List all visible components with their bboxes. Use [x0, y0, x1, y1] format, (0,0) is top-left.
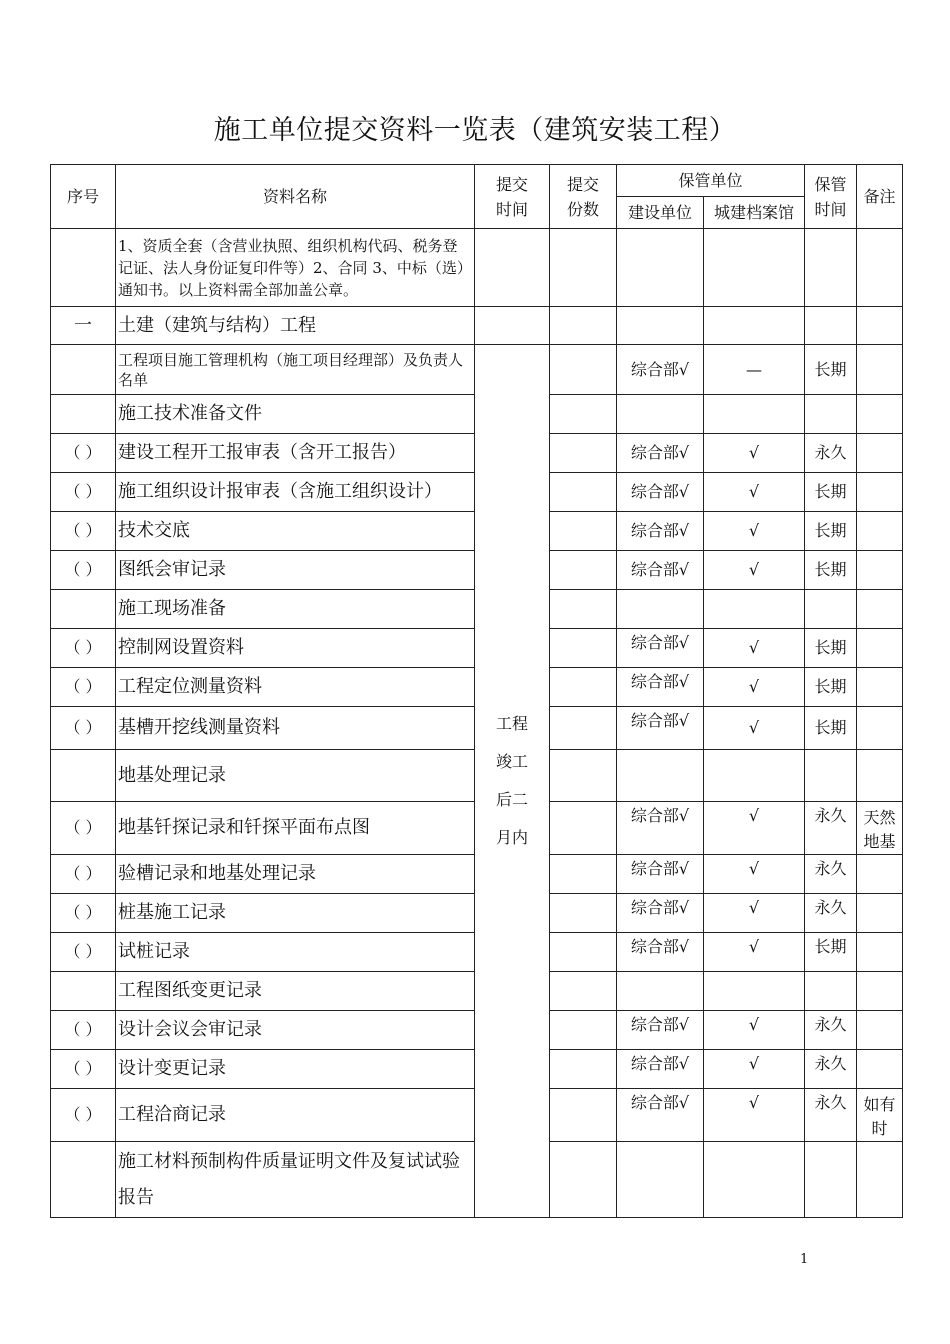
row-builder: 综合部√	[617, 933, 704, 972]
row-seq: （ ）	[51, 551, 116, 590]
row-builder: 综合部√	[617, 855, 704, 894]
row-note	[857, 1142, 903, 1218]
row-seq: （ ）	[51, 629, 116, 668]
row-builder: 综合部√	[617, 345, 704, 395]
row-copies	[550, 1089, 617, 1142]
row-seq	[51, 750, 116, 802]
row-note	[857, 750, 903, 802]
row-seq: （ ）	[51, 473, 116, 512]
row-builder: 综合部√	[617, 1011, 704, 1050]
header-archive: 城建档案馆	[704, 197, 805, 229]
row-archive: √	[704, 933, 805, 972]
row-builder: 综合部√	[617, 1050, 704, 1089]
row-copies	[550, 1011, 617, 1050]
row-name: 设计变更记录	[116, 1050, 475, 1089]
row-note	[857, 395, 903, 434]
row-note	[857, 707, 903, 750]
row-seq: （ ）	[51, 802, 116, 855]
page-title: 施工单位提交资料一览表（建筑安装工程）	[213, 115, 737, 146]
row-archive: √	[704, 629, 805, 668]
row-copies	[550, 551, 617, 590]
row-archive: √	[704, 802, 805, 855]
row-archive: √	[704, 707, 805, 750]
row-copies	[550, 894, 617, 933]
row-keep-time: 长期	[805, 551, 857, 590]
row-name: 图纸会审记录	[116, 551, 475, 590]
row-seq: （ ）	[51, 512, 116, 551]
header-keeper: 保管单位	[617, 165, 805, 197]
row-copies	[550, 434, 617, 473]
row-note	[857, 473, 903, 512]
row-archive: √	[704, 668, 805, 707]
row-seq: （ ）	[51, 1089, 116, 1142]
row-builder: 综合部√	[617, 668, 704, 707]
row-copies	[550, 1050, 617, 1089]
row-keep-time: 长期	[805, 668, 857, 707]
row-keep-time: 永久	[805, 434, 857, 473]
row-name: 施工现场准备	[116, 590, 475, 629]
row-seq: （ ）	[51, 668, 116, 707]
materials-table	[50, 164, 903, 1218]
row-name: 建设工程开工报审表（含开工报告）	[116, 434, 475, 473]
row-note: 如有 时	[857, 1089, 903, 1142]
row-keep-time	[805, 972, 857, 1011]
row-name: 设计会议会审记录	[116, 1011, 475, 1050]
header-name: 资料名称	[116, 165, 475, 229]
row-copies	[550, 395, 617, 434]
row-note	[857, 590, 903, 629]
row-keep-time	[805, 395, 857, 434]
row-archive: √	[704, 1011, 805, 1050]
row-archive: √	[704, 855, 805, 894]
row-name: 工程项目施工管理机构（施工项目经理部）及负责人名单	[116, 345, 475, 395]
row-keep-time: 永久	[805, 1050, 857, 1089]
row-builder	[617, 590, 704, 629]
row-builder: 综合部√	[617, 1089, 704, 1142]
row-note	[857, 1011, 903, 1050]
row-keep-time: 永久	[805, 894, 857, 933]
row-builder: 综合部√	[617, 707, 704, 750]
row-copies	[550, 590, 617, 629]
row-archive: √	[704, 1050, 805, 1089]
row-builder: 综合部√	[617, 512, 704, 551]
header-copies: 提交 份数	[550, 165, 617, 229]
row-keep-time: 长期	[805, 473, 857, 512]
row-note	[857, 933, 903, 972]
row-copies	[550, 933, 617, 972]
row-name: 技术交底	[116, 512, 475, 551]
row-copies	[550, 802, 617, 855]
row-keep-time: 永久	[805, 855, 857, 894]
submit-time-merged: 工程 竣工 后二 月内	[475, 345, 550, 1218]
page-number: 1	[800, 1252, 809, 1267]
row-keep-time	[805, 1142, 857, 1218]
header-row-1	[51, 165, 903, 197]
row-seq	[51, 972, 116, 1011]
row-note	[857, 1050, 903, 1089]
row-note	[857, 629, 903, 668]
header-seq: 序号	[51, 165, 116, 229]
row-keep-time: 长期	[805, 707, 857, 750]
row-keep-time: 长期	[805, 345, 857, 395]
intro-row	[51, 229, 903, 307]
row-name: 基槽开挖线测量资料	[116, 707, 475, 750]
row-keep-time: 永久	[805, 1089, 857, 1142]
row-builder	[617, 750, 704, 802]
row-builder: 综合部√	[617, 802, 704, 855]
row-note	[857, 855, 903, 894]
row-name: 工程洽商记录	[116, 1089, 475, 1142]
row-name: 试桩记录	[116, 933, 475, 972]
row-seq: （ ）	[51, 933, 116, 972]
row-builder	[617, 1142, 704, 1218]
row-keep-time	[805, 590, 857, 629]
header-submit-time: 提交 时间	[475, 165, 550, 229]
row-builder: 综合部√	[617, 473, 704, 512]
row-copies	[550, 473, 617, 512]
row-copies	[550, 972, 617, 1011]
row-seq: （ ）	[51, 894, 116, 933]
row-archive: √	[704, 894, 805, 933]
row-note	[857, 512, 903, 551]
section-seq: 一	[51, 307, 116, 345]
table-row	[51, 345, 903, 395]
row-note	[857, 972, 903, 1011]
row-copies	[550, 1142, 617, 1218]
row-archive	[704, 395, 805, 434]
intro-seq	[51, 229, 116, 307]
row-seq	[51, 590, 116, 629]
row-archive: √	[704, 512, 805, 551]
row-seq: （ ）	[51, 855, 116, 894]
row-archive	[704, 1142, 805, 1218]
row-name: 施工组织设计报审表（含施工组织设计）	[116, 473, 475, 512]
row-name: 验槽记录和地基处理记录	[116, 855, 475, 894]
row-copies	[550, 750, 617, 802]
row-builder: 综合部√	[617, 894, 704, 933]
row-name: 控制网设置资料	[116, 629, 475, 668]
row-copies	[550, 668, 617, 707]
row-name: 地基钎探记录和钎探平面布点图	[116, 802, 475, 855]
row-builder: 综合部√	[617, 434, 704, 473]
row-copies	[550, 707, 617, 750]
row-note	[857, 434, 903, 473]
section-row	[51, 307, 903, 345]
row-archive: √	[704, 473, 805, 512]
row-archive	[704, 972, 805, 1011]
row-copies	[550, 345, 617, 395]
header-note: 备注	[857, 165, 903, 229]
row-builder	[617, 972, 704, 1011]
row-keep-time: 永久	[805, 802, 857, 855]
row-copies	[550, 512, 617, 551]
row-keep-time: 长期	[805, 512, 857, 551]
row-archive: √	[704, 551, 805, 590]
row-name: 工程定位测量资料	[116, 668, 475, 707]
row-builder: 综合部√	[617, 629, 704, 668]
row-builder: 综合部√	[617, 551, 704, 590]
row-seq: （ ）	[51, 1011, 116, 1050]
row-note	[857, 668, 903, 707]
row-copies	[550, 629, 617, 668]
row-keep-time	[805, 750, 857, 802]
intro-text: 1、资质全套（含营业执照、组织机构代码、税务登记证、法人身份证复印件等）2、合同 3、中标（选）通知书。以上资料需全部加盖公章。	[116, 229, 475, 307]
row-name: 地基处理记录	[116, 750, 475, 802]
row-name: 工程图纸变更记录	[116, 972, 475, 1011]
header-keep-time: 保管 时间	[805, 165, 857, 229]
row-name: 桩基施工记录	[116, 894, 475, 933]
row-note	[857, 894, 903, 933]
row-name: 施工技术准备文件	[116, 395, 475, 434]
row-seq: （ ）	[51, 434, 116, 473]
row-keep-time: 永久	[805, 1011, 857, 1050]
row-note	[857, 345, 903, 395]
row-copies	[550, 855, 617, 894]
row-keep-time: 长期	[805, 933, 857, 972]
row-archive	[704, 750, 805, 802]
row-archive: √	[704, 434, 805, 473]
row-keep-time: 长期	[805, 629, 857, 668]
row-archive: —	[704, 345, 805, 395]
row-seq	[51, 345, 116, 395]
section-name: 土建（建筑与结构）工程	[116, 307, 475, 345]
row-seq	[51, 395, 116, 434]
header-builder: 建设单位	[617, 197, 704, 229]
row-builder	[617, 395, 704, 434]
row-seq: （ ）	[51, 707, 116, 750]
row-archive: √	[704, 1089, 805, 1142]
row-note: 天然 地基	[857, 802, 903, 855]
row-name: 施工材料预制构件质量证明文件及复试试验报告	[116, 1142, 475, 1218]
row-note	[857, 551, 903, 590]
row-seq: （ ）	[51, 1050, 116, 1089]
row-archive	[704, 590, 805, 629]
row-seq	[51, 1142, 116, 1218]
